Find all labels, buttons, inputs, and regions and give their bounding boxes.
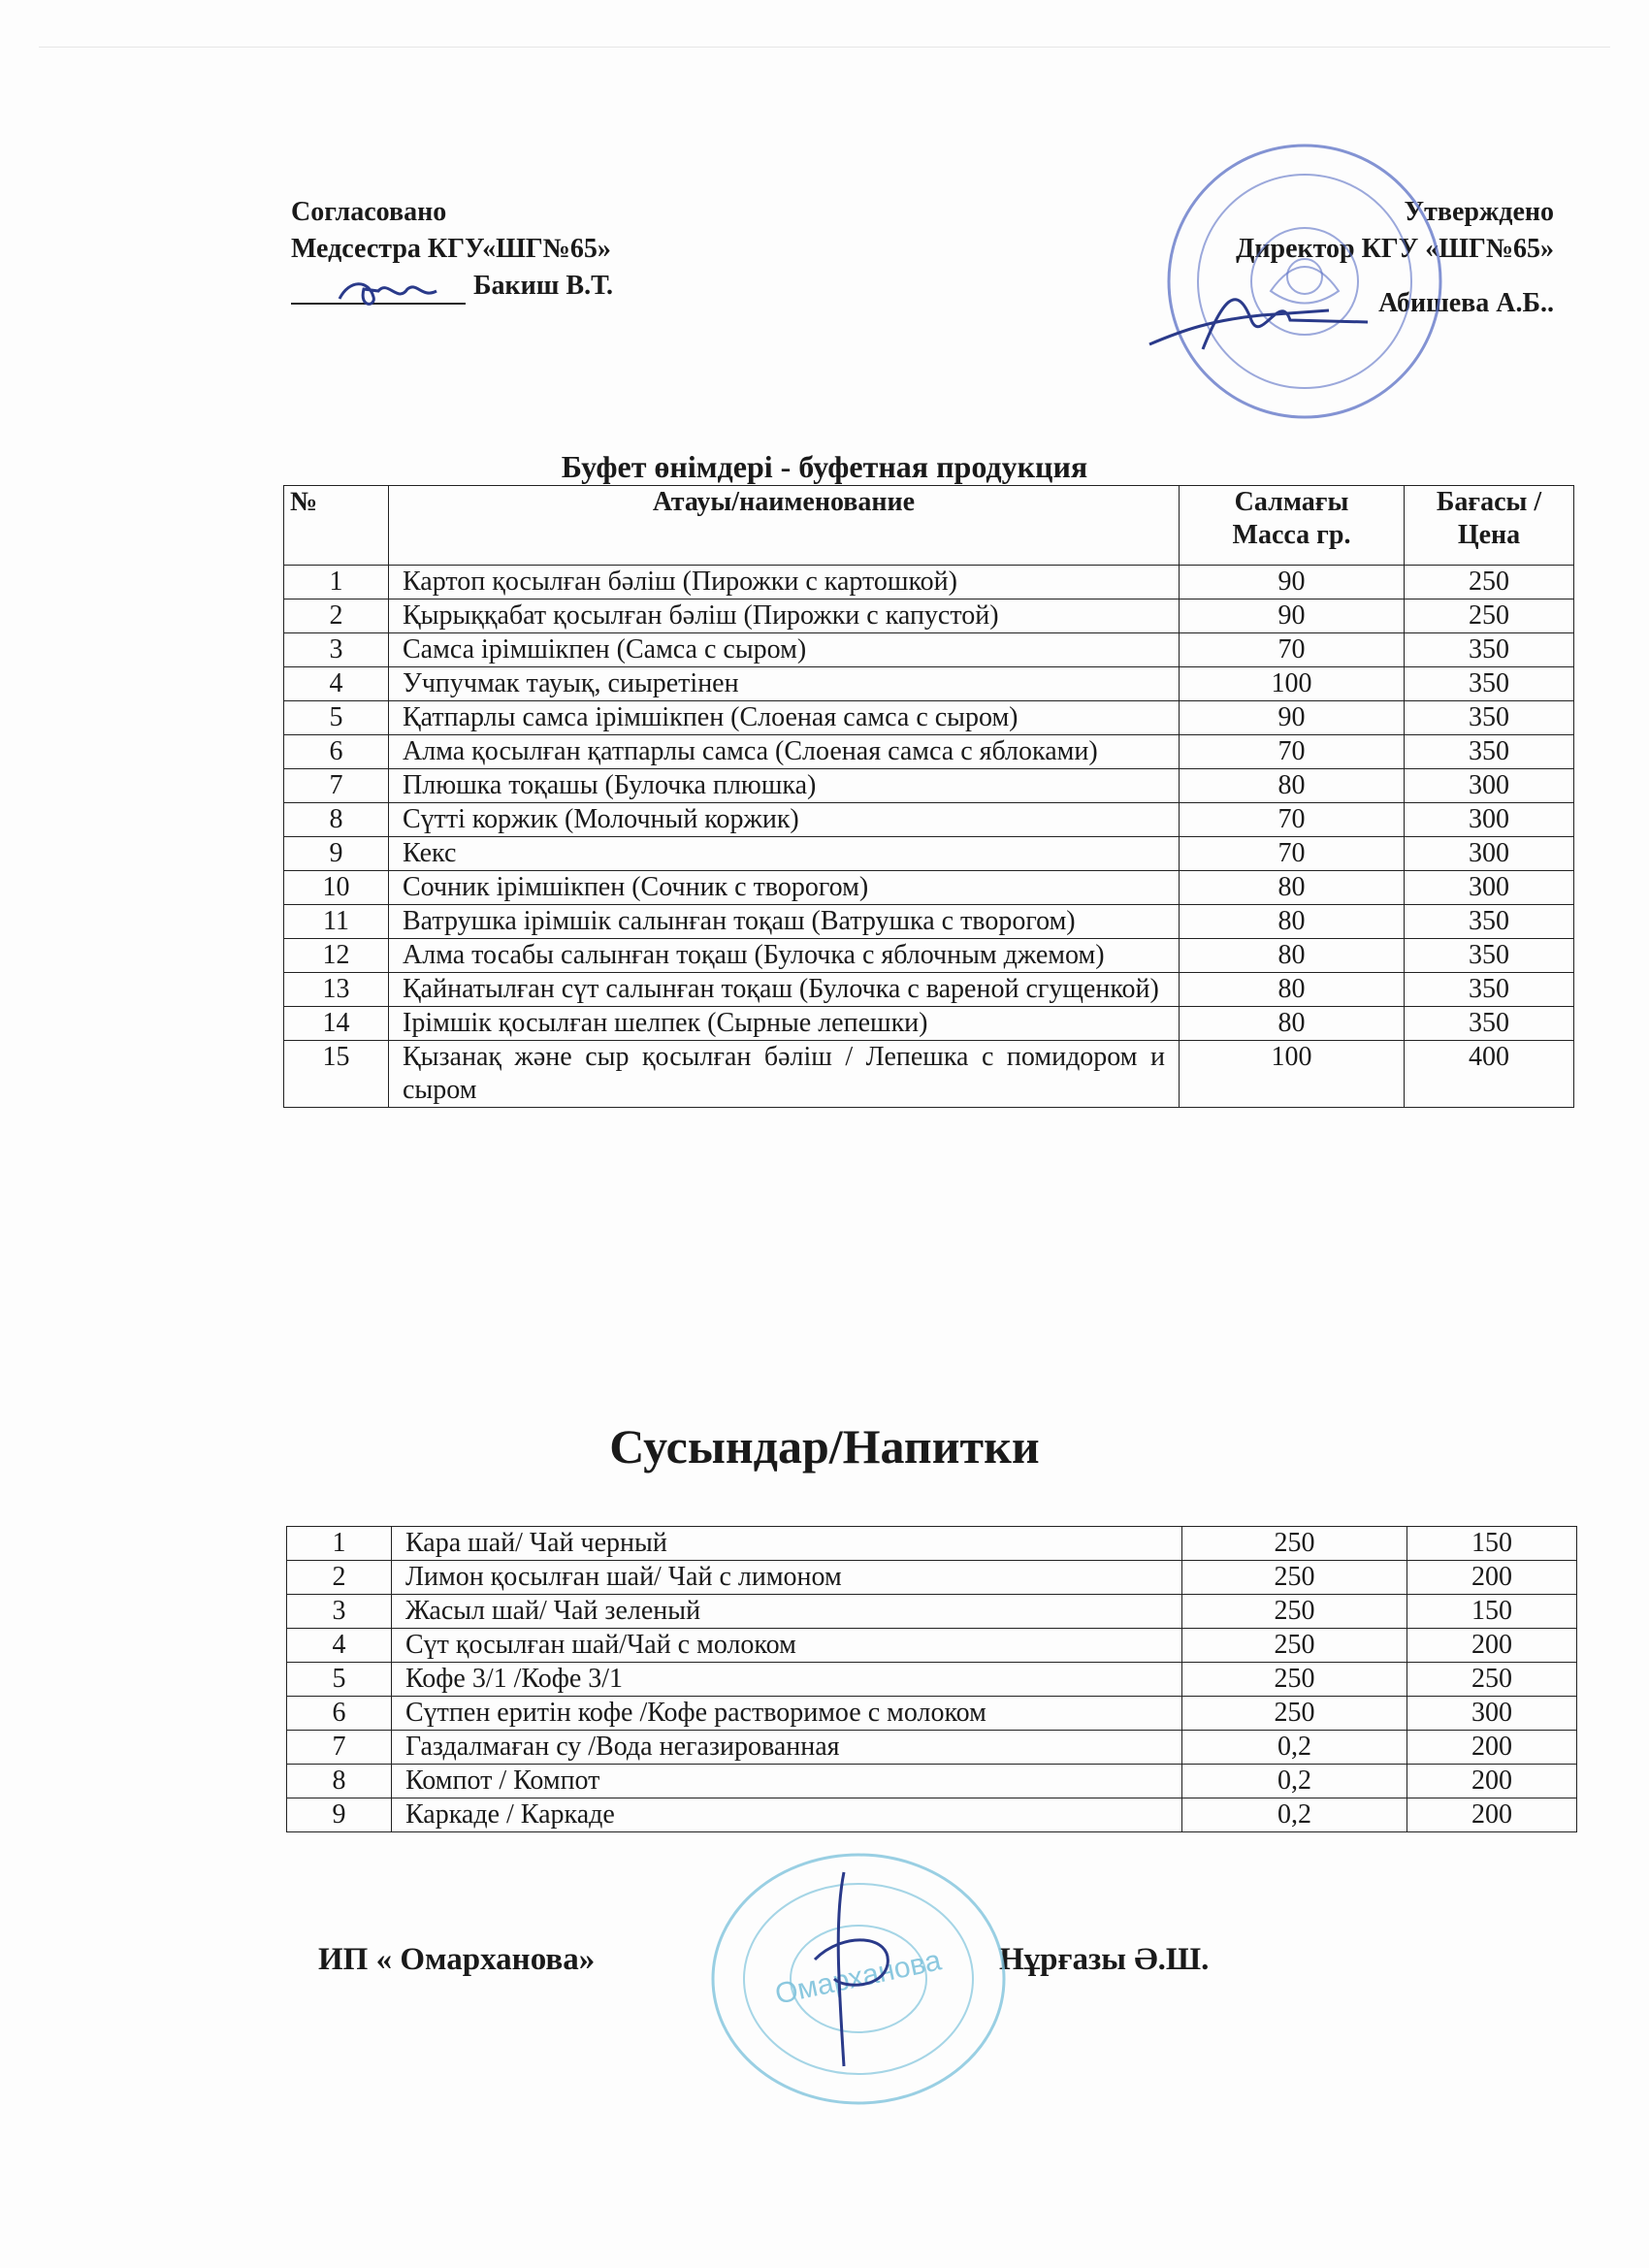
buffet-price-cell: 350 xyxy=(1405,973,1574,1007)
drinks-no-cell: 1 xyxy=(287,1527,392,1561)
buffet-name-cell: Ірімшік қосылған шелпек (Сырные лепешки) xyxy=(389,1007,1180,1041)
buffet-title: Буфет өнімдері - буфетная продукция xyxy=(561,449,1088,484)
buffet-no-cell: 3 xyxy=(284,633,389,667)
buffet-name-cell: Алма қосылған қатпарлы самса (Слоеная самса с яблоками) xyxy=(389,735,1180,769)
drinks-mass-cell: 250 xyxy=(1182,1697,1407,1731)
drinks-row xyxy=(287,1798,1577,1832)
buffet-mass-cell: 80 xyxy=(1180,905,1405,939)
drinks-mass-cell: 0,2 xyxy=(1182,1798,1407,1832)
drinks-price-cell: 150 xyxy=(1407,1527,1577,1561)
buffet-no-cell: 1 xyxy=(284,566,389,599)
scan-edge-line xyxy=(39,47,1610,48)
approval-right-name: Абишева А.Б.. xyxy=(1378,288,1554,318)
approval-left-name: Бакиш В.Т. xyxy=(473,271,613,301)
buffet-mass-cell: 70 xyxy=(1180,633,1405,667)
buffet-row xyxy=(284,599,1574,633)
drinks-no-cell: 9 xyxy=(287,1798,392,1832)
buffet-price-cell: 350 xyxy=(1405,939,1574,973)
drinks-row xyxy=(287,1663,1577,1697)
approval-left-position: Медсестра КГУ«ШГ№65» xyxy=(291,234,611,264)
buffet-price-cell: 350 xyxy=(1405,1007,1574,1041)
drinks-name-cell: Каркаде / Каркаде xyxy=(392,1798,1182,1832)
drinks-no-cell: 3 xyxy=(287,1595,392,1629)
drinks-row xyxy=(287,1765,1577,1798)
drinks-no-cell: 8 xyxy=(287,1765,392,1798)
buffet-no-cell: 7 xyxy=(284,769,389,803)
drinks-price-cell: 200 xyxy=(1407,1798,1577,1832)
header-mass-ru: Масса гр. xyxy=(1232,520,1351,550)
buffet-name-cell: Сочник ірімшікпен (Сочник с творогом) xyxy=(389,871,1180,905)
buffet-price-cell: 300 xyxy=(1405,769,1574,803)
buffet-header-row xyxy=(284,486,1574,566)
buffet-row xyxy=(284,1041,1574,1108)
entrepreneur-stamp xyxy=(698,1843,1018,2124)
header-price-kk: Бағасы / xyxy=(1436,487,1542,517)
drinks-mass-cell: 250 xyxy=(1182,1527,1407,1561)
buffet-mass-cell: 100 xyxy=(1180,667,1405,701)
drinks-price-cell: 200 xyxy=(1407,1731,1577,1765)
buffet-price-cell: 250 xyxy=(1405,599,1574,633)
buffet-price-cell: 350 xyxy=(1405,735,1574,769)
buffet-price-cell: 350 xyxy=(1405,667,1574,701)
buffet-name-cell: Ватрушка ірімшік салынған тоқаш (Ватрушка с творогом) xyxy=(389,905,1180,939)
buffet-name-cell: Қайнатылған сүт салынған тоқаш (Булочка с вареной сгущенкой) xyxy=(389,973,1180,1007)
buffet-price-cell: 300 xyxy=(1405,803,1574,837)
drinks-row xyxy=(287,1697,1577,1731)
drinks-no-cell: 7 xyxy=(287,1731,392,1765)
drinks-name-cell: Сүтпен еритін кофе /Кофе растворимое с молоком xyxy=(392,1697,1182,1731)
drinks-name-cell: Жасыл шай/ Чай зеленый xyxy=(392,1595,1182,1629)
buffet-name-cell: Қызанақ және сыр қосылған бәліш / Лепешка с помидором и сыром xyxy=(389,1041,1180,1108)
header-price-ru: Цена xyxy=(1457,520,1521,550)
buffet-row xyxy=(284,905,1574,939)
buffet-no-cell: 4 xyxy=(284,667,389,701)
buffet-price-cell: 300 xyxy=(1405,837,1574,871)
buffet-no-cell: 11 xyxy=(284,905,389,939)
buffet-price-cell: 350 xyxy=(1405,633,1574,667)
approval-right-label: Утверждено xyxy=(1404,197,1554,227)
buffet-name-cell: Алма тосабы салынған тоқаш (Булочка с яблочным джемом) xyxy=(389,939,1180,973)
drinks-name-cell: Сүт қосылған шай/Чай с молоком xyxy=(392,1629,1182,1663)
drinks-row xyxy=(287,1561,1577,1595)
drinks-name-cell: Компот / Компот xyxy=(392,1765,1182,1798)
drinks-price-cell: 150 xyxy=(1407,1595,1577,1629)
buffet-no-cell: 14 xyxy=(284,1007,389,1041)
director-signature xyxy=(1145,262,1377,369)
header-name: Атауы/наименование xyxy=(389,486,1180,566)
buffet-name-cell: Қатпарлы самса ірімшікпен (Слоеная самса с сыром) xyxy=(389,701,1180,735)
drinks-no-cell: 5 xyxy=(287,1663,392,1697)
buffet-row xyxy=(284,973,1574,1007)
buffet-mass-cell: 100 xyxy=(1180,1041,1405,1108)
buffet-price-cell: 400 xyxy=(1405,1041,1574,1108)
buffet-row xyxy=(284,803,1574,837)
footer-entrepreneur: ИП « Омарханова» xyxy=(318,1942,596,1977)
buffet-mass-cell: 70 xyxy=(1180,837,1405,871)
buffet-row xyxy=(284,667,1574,701)
buffet-name-cell: Сүтті коржик (Молочный коржик) xyxy=(389,803,1180,837)
buffet-row xyxy=(284,735,1574,769)
stamp-text: Омарханова xyxy=(772,1944,945,2011)
buffet-no-cell: 8 xyxy=(284,803,389,837)
drinks-mass-cell: 250 xyxy=(1182,1663,1407,1697)
drinks-price-cell: 200 xyxy=(1407,1765,1577,1798)
buffet-name-cell: Самса ірімшікпен (Самса с сыром) xyxy=(389,633,1180,667)
buffet-mass-cell: 70 xyxy=(1180,803,1405,837)
drinks-price-cell: 300 xyxy=(1407,1697,1577,1731)
buffet-price-cell: 350 xyxy=(1405,701,1574,735)
drinks-title: Сусындар/Напитки xyxy=(609,1419,1040,1474)
header-mass xyxy=(1180,486,1405,566)
buffet-price-cell: 300 xyxy=(1405,871,1574,905)
buffet-row xyxy=(284,566,1574,599)
buffet-row xyxy=(284,701,1574,735)
drinks-no-cell: 4 xyxy=(287,1629,392,1663)
buffet-no-cell: 12 xyxy=(284,939,389,973)
drinks-price-cell: 200 xyxy=(1407,1561,1577,1595)
drinks-price-cell: 250 xyxy=(1407,1663,1577,1697)
drinks-row xyxy=(287,1527,1577,1561)
buffet-no-cell: 13 xyxy=(284,973,389,1007)
drinks-name-cell: Кара шай/ Чай черный xyxy=(392,1527,1182,1561)
buffet-mass-cell: 80 xyxy=(1180,1007,1405,1041)
buffet-no-cell: 5 xyxy=(284,701,389,735)
drinks-mass-cell: 0,2 xyxy=(1182,1731,1407,1765)
drinks-row xyxy=(287,1595,1577,1629)
buffet-row xyxy=(284,769,1574,803)
drinks-mass-cell: 250 xyxy=(1182,1561,1407,1595)
buffet-mass-cell: 70 xyxy=(1180,735,1405,769)
buffet-mass-cell: 80 xyxy=(1180,871,1405,905)
drinks-name-cell: Кофе 3/1 /Кофе 3/1 xyxy=(392,1663,1182,1697)
drinks-mass-cell: 250 xyxy=(1182,1629,1407,1663)
drinks-no-cell: 6 xyxy=(287,1697,392,1731)
drinks-mass-cell: 250 xyxy=(1182,1595,1407,1629)
drinks-mass-cell: 0,2 xyxy=(1182,1765,1407,1798)
buffet-no-cell: 9 xyxy=(284,837,389,871)
buffet-mass-cell: 90 xyxy=(1180,566,1405,599)
approval-left-label: Согласовано xyxy=(291,197,447,227)
drinks-row xyxy=(287,1731,1577,1765)
buffet-no-cell: 6 xyxy=(284,735,389,769)
drinks-row xyxy=(287,1629,1577,1663)
buffet-table xyxy=(283,485,1574,1108)
buffet-mass-cell: 90 xyxy=(1180,599,1405,633)
drinks-table xyxy=(286,1526,1577,1832)
approval-right-position: Директор КГУ «ШГ№65» xyxy=(1236,234,1554,264)
buffet-no-cell: 2 xyxy=(284,599,389,633)
buffet-no-cell: 15 xyxy=(284,1041,389,1108)
buffet-price-cell: 350 xyxy=(1405,905,1574,939)
buffet-no-cell: 10 xyxy=(284,871,389,905)
buffet-name-cell: Қырыққабат қосылған бәліш (Пирожки с капустой) xyxy=(389,599,1180,633)
header-mass-kk: Салмағы xyxy=(1234,487,1349,517)
buffet-name-cell: Учпучмак тауық, сиыретінен xyxy=(389,667,1180,701)
header-price xyxy=(1405,486,1574,566)
buffet-mass-cell: 90 xyxy=(1180,701,1405,735)
buffet-name-cell: Картоп қосылған бәліш (Пирожки с картошкой) xyxy=(389,566,1180,599)
buffet-mass-cell: 80 xyxy=(1180,973,1405,1007)
header-no: № xyxy=(284,486,389,566)
buffet-price-cell: 250 xyxy=(1405,566,1574,599)
drinks-name-cell: Лимон қосылған шай/ Чай с лимоном xyxy=(392,1561,1182,1595)
buffet-row xyxy=(284,633,1574,667)
drinks-no-cell: 2 xyxy=(287,1561,392,1595)
drinks-price-cell: 200 xyxy=(1407,1629,1577,1663)
buffet-mass-cell: 80 xyxy=(1180,769,1405,803)
buffet-row xyxy=(284,939,1574,973)
buffet-row xyxy=(284,1007,1574,1041)
footer-signatory: Нұрғазы Ә.Ш. xyxy=(999,1942,1210,1977)
buffet-name-cell: Плюшка тоқашы (Булочка плюшка) xyxy=(389,769,1180,803)
buffet-name-cell: Кекс xyxy=(389,837,1180,871)
nurse-signature xyxy=(330,270,456,318)
buffet-mass-cell: 80 xyxy=(1180,939,1405,973)
buffet-row xyxy=(284,871,1574,905)
drinks-name-cell: Газдалмаған су /Вода негазированная xyxy=(392,1731,1182,1765)
buffet-row xyxy=(284,837,1574,871)
